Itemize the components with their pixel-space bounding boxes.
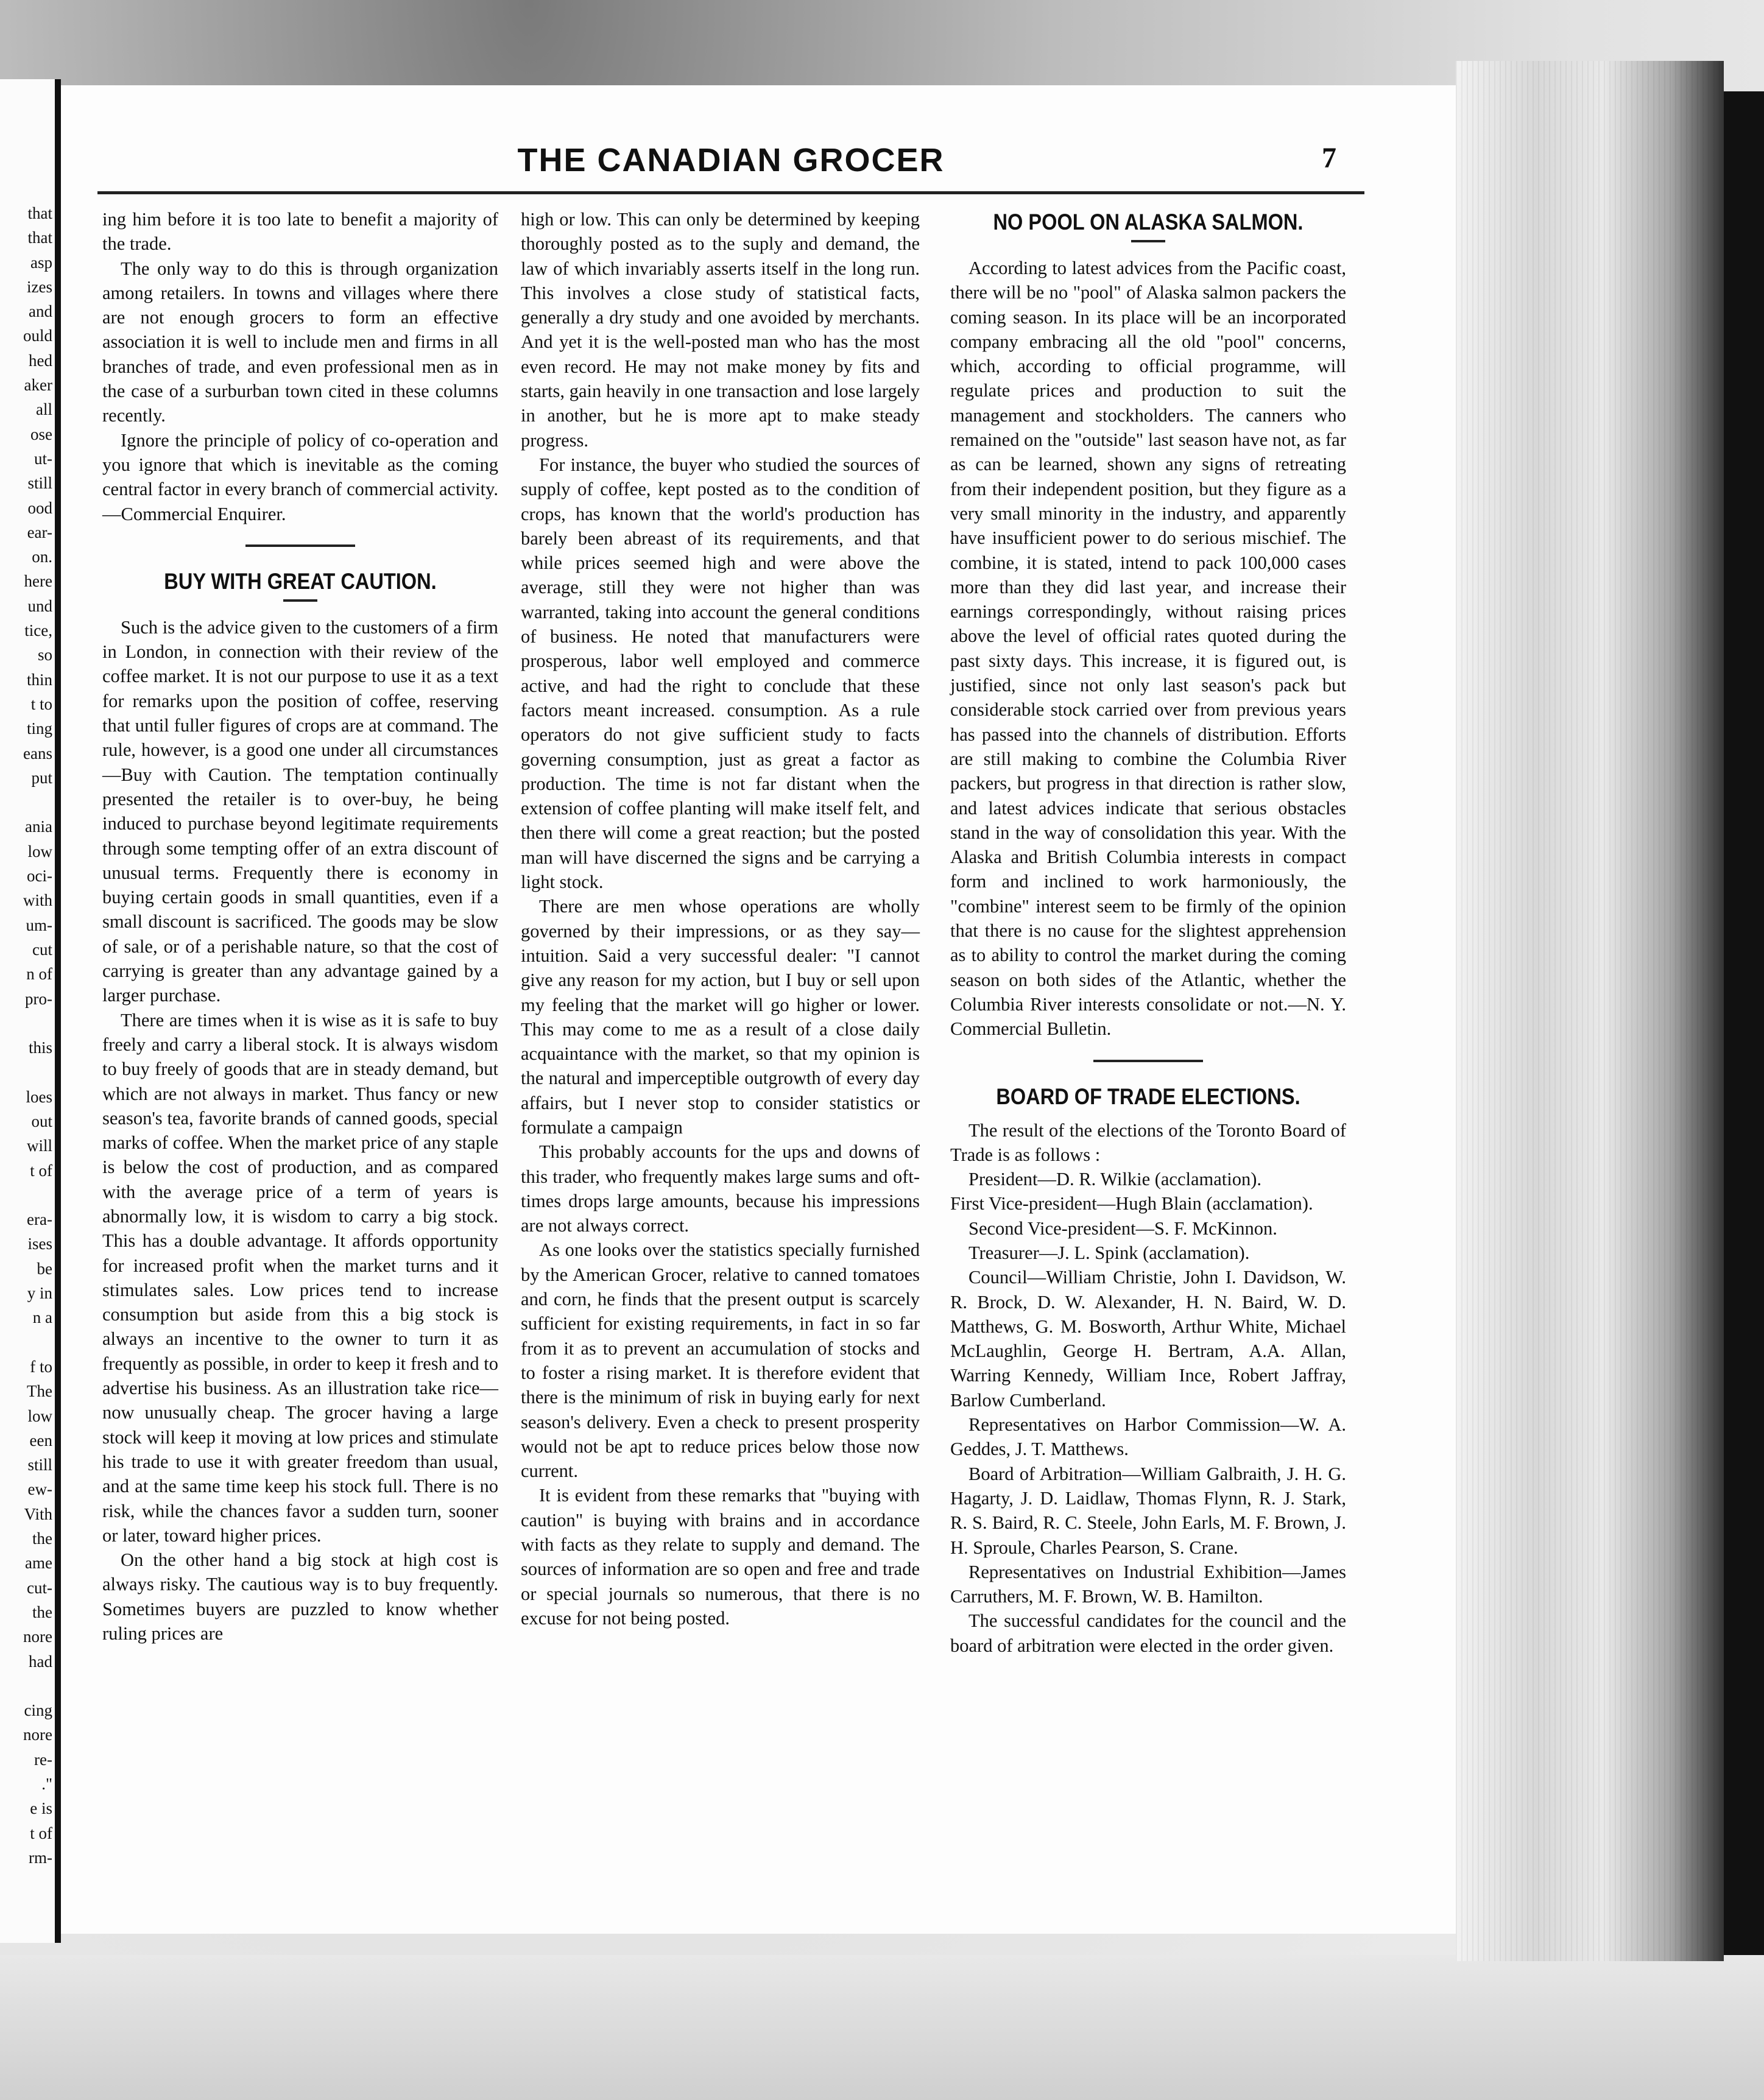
left-page-sliver [0, 79, 61, 1943]
article-paragraph: As one looks over the statistics specially furnished by the American Grocer, relative to canned tomatoes and corn, he finds that the present output is scarcely sufficient for existing requirements, in fact in so far from it as to prevent an accumulation of stocks and to foster a rising market. It is therefore evident that there is the minimum of risk in buying early for next season's delivery. Even a check to present prosperity would not be apt to reduce prices below those now current. [521, 1239, 920, 1482]
left-page-fragment: here [24, 572, 52, 591]
election-result: Board of Arbitration—William Galbraith, J. H. G. Hagarty, J. D. Laidlaw, Thomas Flynn, R. J. Stark, R. S. Baird, R. C. Steele, John Earls, M. F. Brown, J. H. Sproule, Charles Pearson, S. Crane. [950, 1463, 1346, 1558]
left-page-fragment: cut- [27, 1578, 52, 1597]
left-page-fragment: tice, [24, 621, 52, 640]
left-page-fragment: e is [30, 1799, 52, 1818]
left-page-fragment: ." [41, 1775, 52, 1793]
column-1 [102, 207, 498, 1646]
election-result: President—D. R. Wilkie (acclamation). [968, 1169, 1262, 1190]
left-page-fragment: oci- [27, 867, 52, 886]
left-page-fragment: era- [27, 1210, 52, 1229]
left-page-fragment: on. [32, 548, 52, 566]
headline-buy-with-caution: BUY WITH GREAT CAUTION. [164, 568, 437, 594]
left-page-fragment: n of [26, 965, 52, 984]
headline-rule [1131, 240, 1165, 242]
left-page-fragment: hed [29, 351, 52, 370]
left-page-fragment: rm- [29, 1848, 52, 1867]
column-3 [950, 207, 1346, 1658]
left-page-fragment: that [27, 204, 52, 222]
left-page-fragment: een [29, 1431, 52, 1450]
left-page-fragment: f to [30, 1357, 52, 1376]
left-page-fragment: low [27, 1406, 52, 1425]
election-result: Treasurer—J. L. Spink (acclamation). [968, 1242, 1250, 1263]
article-paragraph: There are men whose operations are wholly governed by their impressions, or as they say—intuition. Said a very successful dealer: "I cannot give any reason for my action, but I buy or sell upon my feeling that the market will go higher or lower. This may come to me as a result of a close daily acquaintance with the market, so that my opinion is the natural and imperceptible outgrowth of every day affairs, but I never stop to consider statistics or formulate a campaign [521, 896, 920, 1138]
left-page-fragment: the [32, 1602, 52, 1621]
left-page-fragment: put [31, 768, 52, 787]
left-page-fragment: n a [32, 1308, 52, 1327]
left-page-fragment: cing [24, 1701, 52, 1720]
election-result: Second Vice-president—S. F. McKinnon. [968, 1217, 1277, 1239]
left-page-fragment: y in [27, 1284, 52, 1303]
left-page-fragment: The [27, 1382, 52, 1401]
left-page-fragment: ould [23, 326, 52, 345]
election-result: Representatives on Harbor Commission—W. A. Geddes, J. T. Matthews. [950, 1414, 1346, 1460]
section-divider [1093, 1060, 1203, 1062]
left-page-fragment: izes [27, 277, 52, 296]
left-page-fragment: t of [30, 1161, 52, 1180]
left-page-fragment: low [27, 842, 52, 861]
election-result: Council—William Christie, John I. Davidson, W. R. Brock, D. W. Alexander, H. N. Baird, W. D. Matthews, G. M. Bosworth, Arthur White, Michael McLaughlin, George H. Bertram, A.A. Allan, Warring Kennedy, William Ince, Robert Jaffray, Barlow Cumberland. [950, 1267, 1346, 1411]
scan-bottom-shadow [0, 1955, 1764, 2100]
article-continued-paragraph: high or low. This can only be determined by keeping thoroughly posted as to the suply and demand, the law of which invariably asserts itself in the long run. This involves a close study of statistical facts, generally a dry study and one avoided by merchants. And yet it is the well-posted man who has the most even record. He may not make money by fits and starts, gain heavily in one transaction and lose largely in another, but he is more apt to make steady progress. [521, 209, 920, 451]
left-page-fragment: will [26, 1136, 52, 1155]
column-2 [521, 207, 920, 1630]
left-page-fragment: still [27, 1456, 52, 1475]
headline-spacer [950, 1112, 1346, 1118]
left-page-fragment: that [27, 228, 52, 247]
left-page-fragment: und [27, 596, 52, 615]
article-paragraph: For instance, the buyer who studied the sources of supply of coffee, kept posted as to the condition of crops, has known that the world's production has barely been abreast of its requirements, and that while prices seemed high and were above the average, still they were not higher than was warranted, taking into account the general conditions of business. He noted that manufacturers were prosperous, labor well employed and commerce active, and had the right to conclude that these factors meant increased. consumption. As a rule operators do not give sufficient study to facts governing consumption, just as great a factor as production. The time is not far distant when the extension of coffee planting will make itself felt, and then there will come a great reaction; but the posted man will have discerned the signs and be carrying a light stock. [521, 454, 920, 893]
left-page-fragment: t of [30, 1823, 52, 1842]
left-page-fragment: t to [30, 694, 52, 713]
left-page-fragment [0, 790, 55, 814]
article-continued-paragraph: ing him before it is too late to benefit a majority of the trade. [102, 209, 498, 255]
left-page-fragment: ises [27, 1235, 52, 1253]
left-page-fragment: out [31, 1112, 52, 1130]
election-result: First Vice-president—Hugh Blain (acclamation). [950, 1193, 1313, 1214]
left-page-fragment: nore [23, 1627, 52, 1646]
left-page-fragment: pro- [25, 989, 52, 1008]
left-page-fragment: the [32, 1529, 52, 1548]
headline-board-of-trade: BOARD OF TRADE ELECTIONS. [996, 1083, 1300, 1109]
article-paragraph: On the other hand a big stock at high cost is always risky. The cautious way is to buy frequently. Sometimes buyers are puzzled to know whether ruling prices are [102, 1549, 498, 1644]
left-page-fragment: Vith [24, 1504, 52, 1523]
article-paragraph: This probably accounts for the ups and downs of this trader, who frequently makes large sums and oft-times drops large amounts, because his impressions are not always correct. [521, 1141, 920, 1236]
article-paragraph: According to latest advices from the Pacific coast, there will be no "pool" of Alaska salmon packers the coming season. In its place will be an incorporated company embracing all the old "pool" concerns, which, according to official programme, will regulate prices and production to suit the management and stockholders. The canners who remained on the "outside" last season have not, as far as can be learned, shown any signs of retreating from their independent position, but they figure as a very small minority in the industry, and apparently have insufficient power to do serious mischief. The combine, it is stated, intend to pack 100,000 cases more than they did last year, and increase their earnings correspondingly, without raising prices above the level of official rates quoted during the past sixty days. This increase, it is figured out, is justified, since not only last season's pack but considerable stock carried over from previous years has passed into the channels of distribution. Efforts are still making to combine the Columbia River packers, but progress in that direction is rather slow, and latest advices indicate that serious obstacles stand in the way of consolidation this year. With the Alaska and British Columbia interests in compact form and inclined to work harmoniously, the "combine" interest seem to be firmly of the opinion that there is no cause for the slightest apprehension as to ability to control the market during the coming season on both sides of the Atlantic, whether the Columbia River interests consolidate or not.—N. Y. Commercial Bulletin. [950, 258, 1346, 1040]
masthead-rule [97, 191, 1364, 194]
left-page-fragment: ood [27, 498, 52, 517]
left-page-fragment [0, 1011, 55, 1035]
article-paragraph: It is evident from these remarks that "buying with caution" is buying with brains and in accordance with facts as they relate to supply and demand. The sources of information are so open and free and trade or special journals so numerous, that there is no excuse for not being posted. [521, 1485, 920, 1629]
article-paragraph: The only way to do this is through organization among retailers. In towns and villages where there are not enough grocers to form an effective association it is well to include men and firms in all branches of trade, and even professional men as in the case of a surburban town cited in these columns recently. [102, 258, 498, 426]
left-page-fragment: thin [26, 670, 52, 689]
masthead-title: THE CANADIAN GROCER [517, 142, 945, 178]
left-page-fragment: re- [34, 1750, 52, 1769]
left-page-fragment: loes [26, 1087, 52, 1106]
election-result: Representatives on Industrial Exhibition—James Carruthers, M. F. Brown, W. B. Hamilton. [950, 1561, 1346, 1607]
left-page-fragment: ting [26, 719, 52, 738]
left-page-fragment: this [28, 1038, 52, 1057]
left-page-fragment [0, 1674, 55, 1698]
left-page-fragment: ear- [27, 523, 52, 541]
left-page-fragment: ania [25, 817, 52, 836]
left-page-fragment: eans [23, 744, 52, 763]
article-paragraph: The result of the elections of the Toronto Board of Trade is as follows : [950, 1119, 1346, 1165]
left-page-fragment: still [27, 474, 52, 493]
article-paragraph: Such is the advice given to the customers of a firm in London, in connection with their review of the coffee market. It is not our purpose to use it as a text for remarks upon the position of coffee, reserving that until fuller figures of crops are at command. The rule, however, is a good one under all circumstances—Buy with Caution. The temptation continually presented the retailer is to over-buy, he being induced to purchase beyond legitimate requirements through some tempting offer of an extra discount of unusual terms. Frequently there is economy in buying certain goods in small quantities, even if a small discount is sacrificed. The goods may be slow of sale, or of a perishable nature, so that the cost of carrying is greater than any advantage gained by a larger purchase. [102, 616, 498, 1006]
left-page-fragment: asp [30, 253, 52, 272]
left-page-fragment [0, 1330, 55, 1355]
article-paragraph: There are times when it is wise as it is safe to buy freely and carry a liberal stock. It is always wisdom to buy freely of goods that are in steady demand, but which are not always in market. Thus fancy or new season's tea, favorite brands of canned goods, special marks of coffee. When the market price of any staple is below the cost of production, and as compared with the average price of a term of years is abnormally low, it is wisdom to carry a big stock. This has a double advantage. It affords opportunity for increased profit when the market turns and it stimulates sales. Low prices tend to increase consumption but aside from this a big stock is always an incentive to the owner to turn it as frequently as possible, in order to keep it fresh and to advertise his business. As an illustration take rice—now unusually cheap. The grocer having a large stock will keep it moving at low prices and stimulate his trade to use it with greater freedom than usual, and at the same time keep his stock full. There is no risk, while the chances favor a sudden turn, sooner or later, toward higher prices. [102, 1009, 498, 1546]
article-paragraph: The successful candidates for the council and the board of arbitration were elected in the order given. [950, 1610, 1346, 1656]
headline-rule [283, 599, 317, 602]
left-page-fragment [0, 1183, 55, 1207]
left-page-fragment: had [29, 1652, 52, 1671]
book-page-edge-lines [1456, 61, 1724, 1961]
left-page-fragment: ose [30, 425, 52, 443]
left-page-fragment: with [23, 891, 52, 910]
left-page-fragment: be [37, 1259, 52, 1278]
book-cover-edge [1724, 91, 1764, 1955]
left-page-fragment: um- [26, 915, 52, 934]
left-page-fragment: cut [32, 940, 52, 959]
left-page-fragment: ut- [34, 449, 52, 468]
section-divider [245, 544, 355, 547]
left-page-fragment: ame [25, 1554, 52, 1573]
left-page-text-fragments [0, 79, 55, 1870]
left-page-fragment [0, 1060, 55, 1084]
left-page-fragment: and [29, 302, 52, 321]
headline-alaska-salmon: NO POOL ON ALASKA SALMON. [993, 210, 1304, 234]
page-number: 7 [1322, 142, 1336, 174]
left-page-fragment: all [36, 400, 52, 419]
left-page-fragment: aker [24, 376, 52, 395]
article-paragraph: Ignore the principle of policy of co-operation and you ignore that which is inevitable as the coming central factor in every branch of commercial activity.—Commercial Enquirer. [102, 429, 498, 524]
left-page-fragment: ew- [27, 1480, 52, 1499]
left-page-fragment: so [37, 646, 52, 664]
left-page-fragment: nore [23, 1725, 52, 1744]
